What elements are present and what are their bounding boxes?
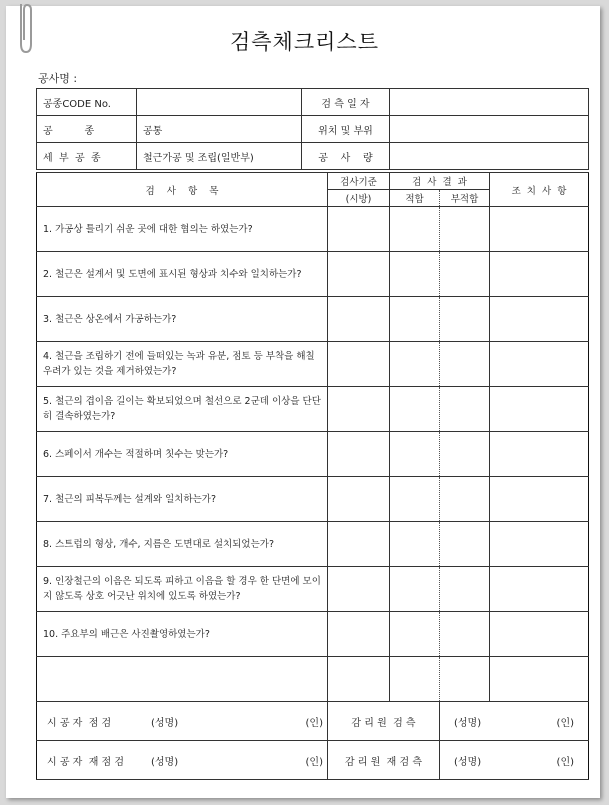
action-cell[interactable]: [490, 207, 589, 252]
checklist-row: [37, 297, 589, 342]
name-label: (성명): [454, 756, 482, 768]
detail-work-label: 세 부 공 종: [37, 143, 137, 170]
item-text: 3. 철근은 상온에서 가공하는가?: [37, 297, 328, 342]
work-code-label: 공종CODE No.: [37, 89, 137, 116]
pass-cell[interactable]: [390, 432, 440, 477]
header-pass: 적합: [390, 190, 440, 207]
name-label: (성명): [151, 717, 179, 729]
standard-cell[interactable]: [328, 252, 390, 297]
action-cell[interactable]: [490, 387, 589, 432]
fail-cell[interactable]: [440, 207, 490, 252]
inspection-date-label: 검 측 일 자: [302, 89, 390, 116]
name-label: (성명): [151, 756, 179, 768]
header-standard: 검사기준: [328, 173, 390, 190]
supervisor-recheck-label: 감 리 원 재 검 측: [328, 741, 440, 780]
seal-label: (인): [556, 717, 575, 729]
checklist-row: [37, 387, 589, 432]
supervisor-signature[interactable]: [440, 702, 589, 741]
seal-label: (인): [305, 717, 323, 729]
fail-cell[interactable]: [440, 387, 490, 432]
item-text: 9. 인장철근의 이음은 되도록 피하고 이음을 할 경우 한 단면에 모이지 않도록 상호 어긋난 위치에 있도록 하였는가?: [37, 567, 328, 612]
fail-cell[interactable]: [440, 612, 490, 657]
header-action: 조 치 사 항: [490, 173, 589, 207]
contractor-check-label: 시 공 자 점 검: [47, 717, 112, 729]
action-cell[interactable]: [490, 477, 589, 522]
action-cell[interactable]: [490, 567, 589, 612]
fail-cell[interactable]: [440, 297, 490, 342]
signature-row: [37, 741, 589, 780]
standard-cell[interactable]: [328, 477, 390, 522]
info-row: [37, 89, 589, 116]
standard-cell[interactable]: [328, 297, 390, 342]
work-type-value[interactable]: 공통: [137, 116, 302, 143]
quantity-label: 공 사 량: [302, 143, 390, 170]
checklist-row: [37, 207, 589, 252]
standard-cell[interactable]: [328, 612, 390, 657]
pass-cell[interactable]: [390, 612, 440, 657]
contractor-resignature[interactable]: [147, 753, 327, 768]
checklist-row: [37, 657, 589, 702]
item-text: 10. 주요부의 배근은 사진촬영하였는가?: [37, 612, 328, 657]
signature-cell: [37, 702, 328, 741]
item-text: 5. 철근의 겹이음 길이는 확보되었으며 철선으로 2군데 이상을 단단히 결속하였는가?: [37, 387, 328, 432]
standard-cell[interactable]: [328, 207, 390, 252]
fail-cell[interactable]: [440, 522, 490, 567]
work-code-value[interactable]: [137, 89, 302, 116]
item-text: 1. 가공상 틀리기 쉬운 곳에 대한 협의는 하였는가?: [37, 207, 328, 252]
action-cell[interactable]: [490, 432, 589, 477]
pass-cell[interactable]: [390, 522, 440, 567]
location-label: 위치 및 부위: [302, 116, 390, 143]
name-label: (성명): [454, 717, 482, 729]
checklist-row: [37, 477, 589, 522]
detail-work-value[interactable]: 철근가공 및 조립(일반부): [137, 143, 302, 170]
work-type-label: 공 종: [37, 116, 137, 143]
action-cell[interactable]: [490, 657, 589, 702]
seal-label: (인): [556, 756, 575, 768]
fail-cell[interactable]: [440, 252, 490, 297]
header-standard-sub: (시방): [328, 190, 390, 207]
info-row: [37, 116, 589, 143]
item-text: 2. 철근은 설계서 및 도면에 표시된 형상과 치수와 일치하는가?: [37, 252, 328, 297]
standard-cell[interactable]: [328, 657, 390, 702]
supervisor-check-label: 감 리 원 검 측: [328, 702, 440, 741]
action-cell[interactable]: [490, 522, 589, 567]
fail-cell[interactable]: [440, 657, 490, 702]
action-cell[interactable]: [490, 612, 589, 657]
contractor-signature[interactable]: [147, 714, 327, 729]
header-row: [37, 173, 589, 190]
standard-cell[interactable]: [328, 342, 390, 387]
info-row: [37, 143, 589, 170]
header-item: 검 사 항 목: [37, 173, 328, 207]
info-table: [36, 88, 589, 170]
checklist-row: [37, 612, 589, 657]
contractor-recheck-label: 시 공 자 재 점 검: [47, 756, 125, 768]
header-fail: 부적합: [440, 190, 490, 207]
pass-cell[interactable]: [390, 207, 440, 252]
standard-cell[interactable]: [328, 387, 390, 432]
location-value[interactable]: [390, 116, 589, 143]
supervisor-resignature[interactable]: [440, 741, 589, 780]
project-name-label: 공사명 :: [38, 72, 78, 85]
checklist-row: [37, 432, 589, 477]
pass-cell[interactable]: [390, 297, 440, 342]
seal-label: (인): [305, 756, 323, 768]
signature-row: [37, 702, 589, 741]
fail-cell[interactable]: [440, 567, 490, 612]
standard-cell[interactable]: [328, 567, 390, 612]
pass-cell[interactable]: [390, 657, 440, 702]
fail-cell[interactable]: [440, 432, 490, 477]
action-cell[interactable]: [490, 252, 589, 297]
pass-cell[interactable]: [390, 252, 440, 297]
fail-cell[interactable]: [440, 477, 490, 522]
checklist-row: [37, 252, 589, 297]
item-text: 6. 스페이서 개수는 적절하며 칫수는 맞는가?: [37, 432, 328, 477]
quantity-value[interactable]: [390, 143, 589, 170]
item-text: 7. 철근의 피복두께는 설계와 일치하는가?: [37, 477, 328, 522]
action-cell[interactable]: [490, 342, 589, 387]
inspection-date-value[interactable]: [390, 89, 589, 116]
action-cell[interactable]: [490, 297, 589, 342]
checklist-row: [37, 342, 589, 387]
item-text: 8. 스트럽의 형상, 개수, 지름은 도면대로 설치되었는가?: [37, 522, 328, 567]
checklist-table: [36, 172, 589, 780]
item-text: 4. 철근을 조립하기 전에 들떠있는 녹과 유분, 점토 등 부착을 해칠 우려가 있는 것을 제거하였는가?: [37, 342, 328, 387]
checklist-row: [37, 567, 589, 612]
signature-cell: [37, 741, 328, 780]
pass-cell[interactable]: [390, 342, 440, 387]
checklist-row: [37, 522, 589, 567]
standard-cell[interactable]: [328, 522, 390, 567]
document-title: 검측체크리스트: [229, 30, 379, 54]
standard-cell[interactable]: [328, 432, 390, 477]
item-text[interactable]: [37, 657, 328, 702]
header-result: 검 사 결 과: [390, 173, 490, 190]
pass-cell[interactable]: [390, 477, 440, 522]
pass-cell[interactable]: [390, 387, 440, 432]
fail-cell[interactable]: [440, 342, 490, 387]
pass-cell[interactable]: [390, 567, 440, 612]
